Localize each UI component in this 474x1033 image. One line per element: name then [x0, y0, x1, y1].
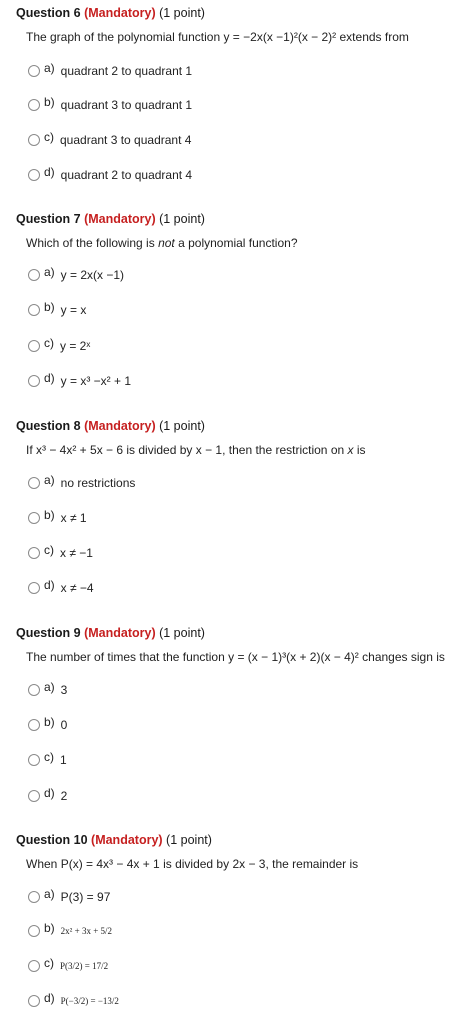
radio-button[interactable] — [28, 754, 40, 766]
mandatory-label: (Mandatory) — [84, 626, 156, 640]
question-7-option-d[interactable]: d) y = x³ −x² + 1 — [28, 372, 131, 390]
radio-button[interactable] — [28, 65, 40, 77]
question-9-stem: The number of times that the function y = (x − 1)³(x + 2)(x − 4)² changes sign is — [26, 650, 445, 664]
option-text: y = x — [60, 303, 87, 317]
radio-button[interactable] — [28, 340, 40, 352]
question-7-stem: Which of the following is not a polynomial function? — [26, 236, 298, 250]
radio-button[interactable] — [28, 582, 40, 594]
option-text: y = 2x(x −1) — [60, 268, 125, 282]
question-7-option-a[interactable]: a) y = 2x(x −1) — [28, 266, 124, 284]
question-8-stem: If x³ − 4x² + 5x − 6 is divided by x − 1, then the restriction on x is — [26, 443, 366, 457]
question-7-option-b[interactable]: b) y = x — [28, 301, 86, 319]
stem-math: y = (x − 1)³(x + 2)(x − 4)² — [228, 650, 359, 664]
question-10-stem: When P(x) = 4x³ − 4x + 1 is divided by 2x − 3, the remainder is — [26, 857, 359, 871]
radio-button[interactable] — [28, 512, 40, 524]
option-text: x ≠ −4 — [60, 581, 94, 595]
question-9-header — [16, 626, 205, 640]
question-number: Question 10 — [16, 833, 88, 847]
radio-button[interactable] — [28, 304, 40, 316]
radio-button[interactable] — [28, 891, 40, 903]
option-text: quadrant 3 to quadrant 4 — [60, 133, 192, 147]
question-number: Question 8 — [16, 419, 81, 433]
option-text: P(3) = 97 — [60, 890, 111, 904]
option-text: quadrant 2 to quadrant 4 — [60, 168, 193, 182]
question-6-option-c[interactable]: c) quadrant 3 to quadrant 4 — [28, 131, 191, 149]
stem-math: y = −2x(x −1)²(x − 2)² — [223, 30, 337, 44]
radio-button[interactable] — [28, 684, 40, 696]
question-10-option-a[interactable]: a) P(3) = 97 — [28, 888, 110, 906]
option-text: y = x³ −x² + 1 — [60, 374, 132, 388]
points-label: (1 point) — [159, 212, 205, 226]
question-10-option-b[interactable]: b) 2x² + 3x + 5/2 — [28, 922, 112, 940]
option-text: 1 — [60, 753, 67, 767]
question-8-option-c[interactable]: c) x ≠ −1 — [28, 544, 93, 562]
points-label: (1 point) — [159, 6, 205, 20]
mandatory-label: (Mandatory) — [84, 212, 156, 226]
stem-emphasis: x — [347, 443, 354, 457]
radio-button[interactable] — [28, 477, 40, 489]
question-6-option-b[interactable]: b) quadrant 3 to quadrant 1 — [28, 96, 192, 114]
question-8-header — [16, 419, 205, 433]
radio-button[interactable] — [28, 134, 40, 146]
radio-button[interactable] — [28, 925, 40, 937]
option-text: x ≠ −1 — [60, 546, 93, 560]
question-10-option-d[interactable]: d) P(−3/2) = −13/2 — [28, 992, 119, 1010]
question-10-option-c[interactable]: c) P(3/2) = 17/2 — [28, 957, 108, 975]
mandatory-label: (Mandatory) — [84, 419, 156, 433]
question-6-header — [16, 6, 205, 20]
stem-math: P(x) = 4x³ − 4x + 1 — [60, 857, 160, 871]
radio-button[interactable] — [28, 547, 40, 559]
radio-button[interactable] — [28, 269, 40, 281]
mandatory-label: (Mandatory) — [91, 833, 163, 847]
option-text: 0 — [60, 718, 68, 732]
question-6-stem: The graph of the polynomial function y = −2x(x −1)²(x − 2)² extends from — [26, 30, 409, 44]
question-9-option-b[interactable]: b) 0 — [28, 716, 67, 734]
option-text: no restrictions — [60, 476, 136, 490]
question-9-option-d[interactable]: d) 2 — [28, 787, 67, 805]
radio-button[interactable] — [28, 99, 40, 111]
option-text: y = 2ˣ — [60, 339, 91, 353]
question-8-option-d[interactable]: d) x ≠ −4 — [28, 579, 94, 597]
question-9-option-a[interactable]: a) 3 — [28, 681, 67, 699]
radio-button[interactable] — [28, 719, 40, 731]
question-10-header — [16, 833, 212, 847]
question-9-option-c[interactable]: c) 1 — [28, 751, 67, 769]
option-text: P(−3/2) = −13/2 — [60, 996, 119, 1006]
radio-button[interactable] — [28, 960, 40, 972]
question-number: Question 7 — [16, 212, 81, 226]
option-text: x ≠ 1 — [60, 511, 87, 525]
radio-button[interactable] — [28, 790, 40, 802]
option-text: quadrant 2 to quadrant 1 — [60, 64, 193, 78]
radio-button[interactable] — [28, 169, 40, 181]
option-text: quadrant 3 to quadrant 1 — [60, 98, 193, 112]
question-6-option-a[interactable]: a) quadrant 2 to quadrant 1 — [28, 62, 192, 80]
points-label: (1 point) — [166, 833, 212, 847]
question-6-option-d[interactable]: d) quadrant 2 to quadrant 4 — [28, 166, 192, 184]
option-text: P(3/2) = 17/2 — [60, 961, 109, 971]
question-8-option-a[interactable]: a) no restrictions — [28, 474, 135, 492]
radio-button[interactable] — [28, 375, 40, 387]
question-number: Question 6 — [16, 6, 81, 20]
option-text: 2 — [60, 789, 68, 803]
option-text: 2x² + 3x + 5/2 — [60, 926, 113, 936]
mandatory-label: (Mandatory) — [84, 6, 156, 20]
points-label: (1 point) — [159, 419, 205, 433]
question-7-option-c[interactable]: c) y = 2ˣ — [28, 337, 90, 355]
question-7-header — [16, 212, 205, 226]
question-8-option-b[interactable]: b) x ≠ 1 — [28, 509, 87, 527]
stem-emphasis: not — [158, 236, 175, 250]
radio-button[interactable] — [28, 995, 40, 1007]
option-text: 3 — [60, 683, 68, 697]
question-number: Question 9 — [16, 626, 81, 640]
points-label: (1 point) — [159, 626, 205, 640]
